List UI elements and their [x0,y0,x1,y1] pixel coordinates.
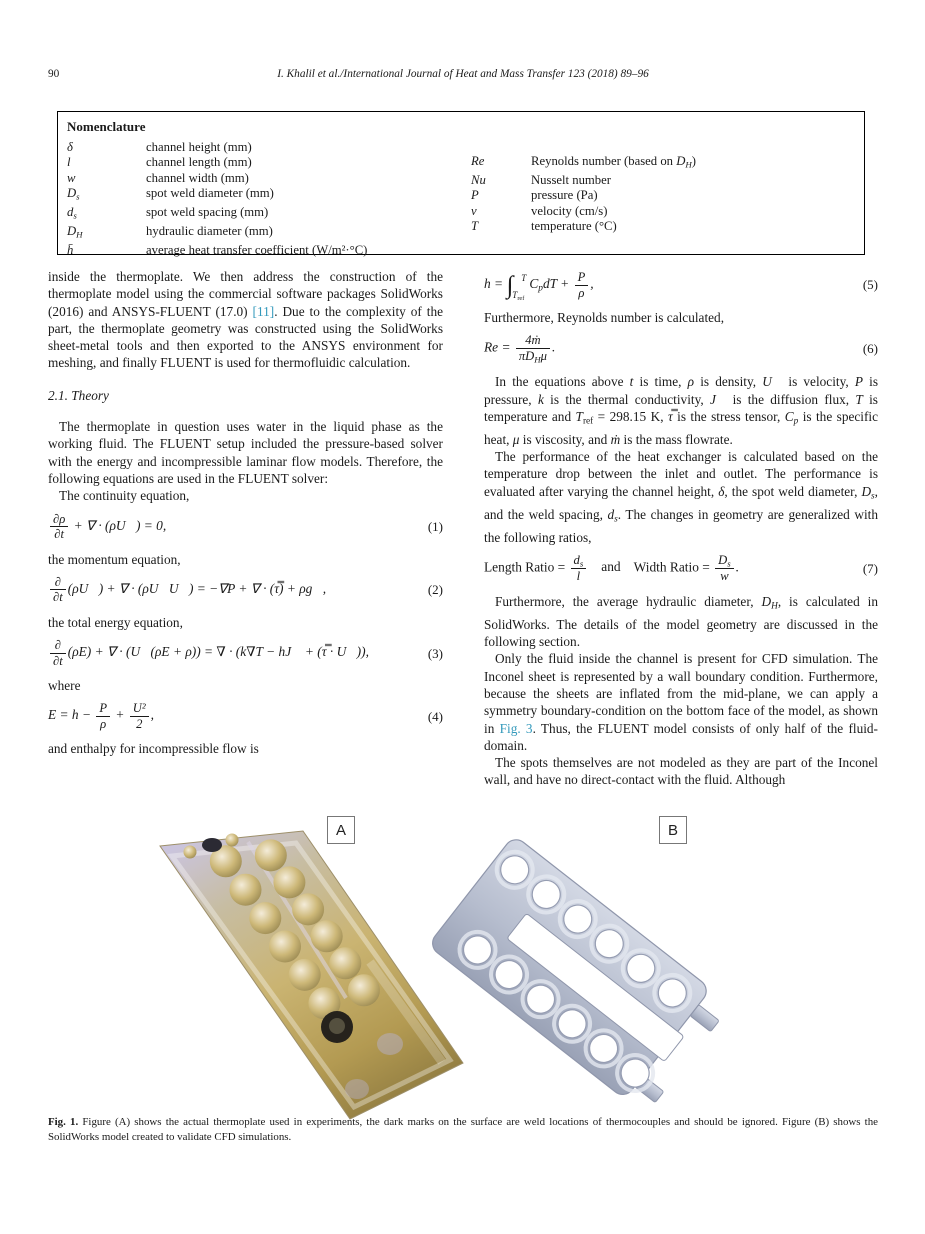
text-segment: Only the fluid inside the channel is present for CFD simulation. The Inconel sheet is represented by a wall boundary condition. Furthermore, because the sheets are inflated from the mid-plane, we can apply a symmetry boundary-condition on the bottom face of the model, as shown in [484,651,878,736]
text-segment: is the mass flowrate. [620,431,733,447]
text-segment: k [537,391,544,407]
text-segment: ∂t [53,590,63,605]
symbol [67,243,146,258]
text-segment: s [871,491,875,502]
text-segment: + [112,707,128,723]
text-segment: H [76,229,83,240]
nomenclature-right-column [471,154,856,235]
symbol [67,140,146,155]
text-segment: w [720,569,729,584]
text-segment: . [551,339,556,355]
text-segment: s [727,558,731,569]
text-segment: inside the thermoplate. We then address the construction of the thermoplate model using the commercial software packages SolidWorks (2016) and ANSYS-FLUENT (17.0) [48,269,443,319]
text-segment: s [614,514,618,525]
text-segment: J⃗ [710,391,727,407]
figure-1 [0,810,925,1110]
equation-6 [484,333,878,364]
definition: channel width (mm) [146,170,249,185]
paragraph [484,650,878,754]
cad-plate [428,835,732,1115]
text-segment: Reynolds number (based on [531,154,677,168]
text-segment: p [538,283,543,294]
definition [531,188,856,203]
text-segment: Nu [471,172,486,187]
text-segment: H [685,159,692,170]
text-segment: , [590,276,594,292]
definition: hydraulic diameter (mm) [146,224,273,238]
text-segment: d [607,506,615,522]
text-segment: In the equations above [495,374,630,390]
text-segment: H [534,354,541,365]
nomenclature-title: Nomenclature [67,119,146,134]
text-segment: is the diffusion flux, [726,391,856,407]
equation-number: (2) [427,582,443,598]
page-number: 90 [48,68,60,80]
body-column-left [48,268,443,758]
running-head: I. Khalil et al./International Journal of Heat and Mass Transfer 123 (2018) 89–96 [277,68,649,80]
cad-model [420,815,750,1115]
figure-panel-a-label [327,816,355,844]
text-segment: C [784,408,794,424]
text-segment: πD [518,348,535,363]
nomenclature-entry [67,205,457,224]
nomenclature-entry [67,155,457,170]
nomenclature-entry [471,173,856,188]
equation-number: (1) [427,518,443,534]
symbol [67,224,146,243]
symbol [471,188,531,203]
paragraph [48,418,443,487]
text-segment: 2 [136,716,143,731]
symbol [67,205,146,224]
text-segment: Furthermore, the average hydraulic diameter, [495,593,762,609]
equation-3 [48,638,443,668]
text-segment: pressure (Pa) [531,188,598,203]
text-segment: Nusselt number [531,172,611,187]
equation-number: (3) [427,645,443,661]
equation-number: (4) [427,708,443,724]
nomenclature-entry [471,219,856,234]
text-segment: = 298.15 K, [593,408,668,424]
definition: spot weld spacing (mm) [146,205,269,220]
text-segment: T [575,408,583,424]
text-segment: + ∇ · (ρU⃗) = 0, [70,517,167,533]
text-segment: velocity (cm/s) [531,203,608,218]
equation-2 [48,575,443,605]
text-segment: D [761,593,772,609]
symbol [471,173,531,188]
text-segment: t [629,374,634,390]
paragraph [484,373,878,448]
text-segment: , and the weld spacing, [484,483,878,522]
text-segment: C [529,276,539,292]
text-segment: τ̿ [667,408,673,424]
definition: channel height (mm) [146,140,252,154]
text-segment: D [67,224,77,238]
symbol [67,171,146,186]
equation-1 [48,512,443,542]
text-segment: and enthalpy for incompressible flow is [48,741,259,757]
text-segment: s [579,558,584,569]
page-header [48,68,878,84]
nomenclature-entry [67,140,457,155]
text-segment: T [521,273,527,283]
text-segment: l [67,155,71,170]
equation-5 [484,270,878,303]
text-segment: E = h − [48,707,95,723]
nomenclature-box [57,111,865,255]
text-segment: ) [691,154,697,168]
text-segment: P [577,270,586,285]
text-segment: is the thermal conductivity, [543,391,711,407]
text-segment: , is calculated in SolidWorks. The details of the model geometry are discussed in the following section. [484,593,878,650]
text-segment: d [573,552,580,567]
text-segment: h = [484,276,507,292]
text-segment: is the specific heat, [484,408,878,447]
nomenclature-left-column [67,140,457,258]
text-segment: ∂t [53,653,63,668]
text-segment: ref [582,416,594,427]
symbol [471,204,531,219]
body-column-right [484,268,878,789]
text-segment: the momentum equation, [48,551,181,567]
nomenclature-entry [67,243,457,258]
text-segment: T [855,391,863,407]
symbol [471,154,531,173]
definition [531,204,856,219]
section-heading: 2.1. Theory [48,387,109,403]
text-segment: . The changes in geometry are generalized with the following ratios, [484,506,878,545]
text-segment: δ [67,140,73,154]
text-segment: temperature (°C) [531,219,617,234]
integral-sign: ∫ [506,271,514,299]
nomenclature-entry [67,171,457,186]
nomenclature-entry [471,154,856,173]
text-segment: μ [512,431,520,447]
text-segment: Width Ratio = [633,559,714,575]
text-segment: where [48,678,81,694]
nomenclature-entry [67,186,457,205]
text-segment: ∂ [54,638,61,653]
equation-number: (7) [862,560,878,576]
nomenclature-entry [471,188,856,203]
paragraph [484,448,878,546]
text-segment: The spots themselves are not modeled as they are part of the Inconel wall, and have no direct-contact with the fluid. Although [484,755,878,788]
text-segment: is density, [694,374,763,390]
text-segment: p [793,416,799,427]
inline-reference-link[interactable]: [11] [252,303,275,319]
text-segment: P [471,188,479,203]
text-segment: D [718,552,728,567]
symbol [471,219,531,234]
text-segment: (ρU⃗) + ∇ · (ρU⃗U⃗) = −∇P + ∇ · (τ̿) + ρg⃗, [67,580,327,596]
paragraph [48,551,443,568]
equation-4 [48,701,443,731]
text-segment: . Due to the complexity of the part, the thermoplate geometry was constructed using the SolidWorks sheet-metal tools and then exported to the ANSYS environment for meshing, and finally FLUENT is used for thermofluidic calculation. [48,303,444,371]
text-segment: is the stress tensor, [672,408,785,424]
equation-number: (5) [862,277,878,293]
paragraph [484,309,878,326]
paragraph [48,614,443,631]
equation-7: Length Ratio = $\frac{ds}{l}$ and Width Ratio = $\frac{Ds}{w}$ . (7) [484,552,878,584]
text-segment: The performance of the heat exchanger is calculated based on the temperature drop between the inlet and outlet. The performance is evaluated after varying the channel height, [484,449,878,499]
text-segment: is temperature and [484,391,878,424]
text-segment: P [99,701,108,716]
text-segment: is time, [633,374,688,390]
text-segment: the total energy equation, [48,614,183,630]
symbol [67,186,146,205]
text-segment: ∂ρ [53,511,66,526]
panel-a-letter: A [335,821,346,839]
paragraph [48,677,443,694]
text-segment: ρ [100,716,107,731]
text-segment: Furthermore, Reynolds number is calculated, [484,310,725,325]
text-segment: Length Ratio = [484,559,569,575]
definition: average heat transfer coefficient (W/m²·°C) [146,242,368,257]
text-segment: (ρE) + ∇ · (U⃗(ρE + ρ)) = ∇ · (k∇T − hJ⃗ + (τ̿ · U⃗)), [67,644,369,660]
text-segment: The continuity equation, [59,488,190,504]
text-segment: T [512,290,518,301]
text-segment: Fig. 1. [48,1116,79,1128]
text-segment: is pressure, [484,374,878,407]
paragraph [48,740,443,757]
text-segment: H [771,601,778,612]
text-segment: l [576,569,581,584]
nomenclature-entry [471,204,856,219]
text-segment: ρ [687,374,695,390]
text-segment: ρ [578,285,585,300]
text-segment: The thermoplate in question uses water in the liquid phase as the working fluid. The FLUENT setup included the pressure-based solver with the energy and incompressible laminar flow models. Therefore, the following equations are used in the FLUENT solver: [48,419,443,486]
text-segment: U² [132,701,146,716]
text-segment: 4ṁ [525,333,541,348]
text-segment: P [854,374,863,390]
text-segment: Figure (A) shows the actual thermoplate used in experiments, the dark marks on the surface are weld locations of thermocouples and should be ignored. Figure (B) shows the SolidWorks model created to validate CFD simulations. [48,1116,878,1143]
paragraph [484,593,878,650]
text-segment: ∂ [54,574,61,589]
paragraph [484,754,878,789]
text-segment: dT + [542,276,573,292]
definition: channel length (mm) [146,155,252,170]
paragraph [48,487,443,504]
text-segment: is velocity, [782,374,855,390]
text-segment: Re = [484,339,514,355]
inline-reference-link[interactable]: Fig. 3 [499,720,533,736]
text-segment: Re [471,154,485,168]
text-segment: , [150,707,155,723]
text-segment: w [67,170,76,185]
text-segment: s [73,210,77,221]
text-segment: D [676,154,686,168]
definition [531,219,856,234]
text-segment: δ [718,483,725,499]
panel-b-letter: B [667,821,678,839]
figure-caption [48,1115,878,1144]
text-segment: . [735,559,740,575]
figure-panel-b-label [659,816,687,844]
text-segment: D [861,483,872,499]
text-segment: ref [517,295,525,303]
text-segment: T [471,219,479,234]
equation-number: (6) [862,341,878,357]
text-segment: ṁ [610,431,621,447]
text-segment: U⃗ [762,374,783,390]
text-segment: h̄ [67,242,74,257]
text-segment: ∂t [54,527,64,542]
text-segment: D [67,186,77,201]
text-segment: is viscosity, and [519,431,611,447]
nomenclature-entry [67,224,457,243]
text-segment: , the spot weld diameter, [724,483,862,499]
text-segment: v [471,203,477,218]
definition [531,173,856,188]
definition: spot weld diameter (mm) [146,186,274,201]
text-segment: s [76,191,80,202]
symbol [67,155,146,170]
text-segment: . Thus, the FLUENT model consists of only half of the fluid-domain. [484,720,878,753]
text-segment: d [67,205,74,220]
definition [531,154,856,173]
paragraph [48,268,443,372]
text-segment: μ [540,348,547,363]
